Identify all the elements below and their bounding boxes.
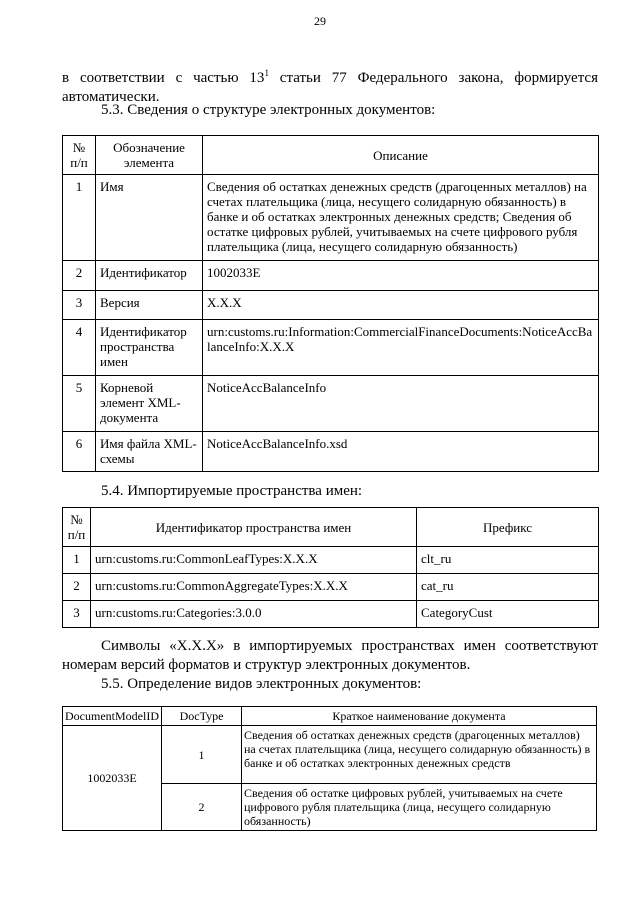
row-description: 1002033E [203, 261, 599, 291]
row-prefix: cat_ru [417, 574, 599, 601]
section-5-4-heading: 5.4. Импортируемые пространства имен: [101, 483, 363, 499]
section-5-5-heading: 5.5. Определение видов электронных документов: [101, 676, 422, 692]
structure-table-header [63, 136, 599, 175]
row-element-name: Имя [96, 175, 203, 261]
namespaces-table-header [63, 508, 599, 547]
row-num: 6 [63, 432, 96, 472]
col-header-short-name: Краткое наименование документа [242, 707, 597, 726]
col-header-prefix: Префикс [417, 508, 599, 547]
row-prefix: CategoryCust [417, 601, 599, 628]
row-description: NoticeAccBalanceInfo.xsd [203, 432, 599, 472]
row-namespace: urn:customs.ru:CommonLeafTypes:X.X.X [91, 547, 417, 574]
row-num: 4 [63, 320, 96, 376]
section-5-3-heading: 5.3. Сведения о структуре электронных документов: [101, 102, 436, 118]
row-num: 2 [63, 261, 96, 291]
table-row [63, 547, 599, 574]
namespaces-table [62, 507, 599, 628]
table-row [63, 291, 599, 320]
col-header-doctype: DocType [162, 707, 242, 726]
row-description: urn:customs.ru:Information:CommercialFinanceDocuments:NoticeAccBalanceInfo:X.X.X [203, 320, 599, 376]
doc-types-table [62, 706, 597, 831]
row-description: Сведения об остатках денежных средств (драгоценных металлов) на счетах плательщика (лица, несущего солидарную обязанность) в банке и об остатках электронных денежных средств; Сведения об остатке цифровых рублей, учитываемых на счете цифрового рубля плательщика (лица, несущего солидарную обязанность) [203, 175, 599, 261]
doc-types-table-header [63, 707, 597, 726]
intro-text-before: в соответствии с частью 13 [62, 70, 265, 86]
table-row [63, 726, 597, 784]
table-row [63, 432, 599, 472]
row-description: X.X.X [203, 291, 599, 320]
row-element-name: Идентификатор [96, 261, 203, 291]
table-row [63, 175, 599, 261]
row-description: NoticeAccBalanceInfo [203, 376, 599, 432]
row-num: 1 [63, 547, 91, 574]
intro-superscript: 1 [264, 68, 269, 78]
row-short-name: Сведения об остатке цифровых рублей, учитываемых на счете цифрового рубля плательщика (лица, несущего солидарную обязанность) [242, 784, 597, 831]
row-namespace: urn:customs.ru:CommonAggregateTypes:X.X.X [91, 574, 417, 601]
col-header-element: Обозначение элемента [96, 136, 203, 175]
structure-table [62, 135, 599, 472]
col-header-num: № п/п [63, 508, 91, 547]
table-row [63, 601, 599, 628]
row-doctype: 2 [162, 784, 242, 831]
row-num: 3 [63, 291, 96, 320]
row-prefix: clt_ru [417, 547, 599, 574]
row-element-name: Версия [96, 291, 203, 320]
row-num: 3 [63, 601, 91, 628]
row-num: 2 [63, 574, 91, 601]
intro-text-after: статьи 77 Федерального закона, формируется автоматически. [62, 70, 598, 105]
table-row [63, 320, 599, 376]
row-short-name: Сведения об остатках денежных средств (драгоценных металлов) на счетах плательщика (лица, несущего солидарную обязанность) в банке и об остатках электронных денежных средств [242, 726, 597, 784]
row-doctype: 1 [162, 726, 242, 784]
page-number: 29 [314, 14, 326, 28]
row-num: 5 [63, 376, 96, 432]
row-element-name: Идентификатор пространства имен [96, 320, 203, 376]
table-row [63, 574, 599, 601]
row-element-name: Корневой элемент XML-документа [96, 376, 203, 432]
table-row [63, 376, 599, 432]
row-namespace: urn:customs.ru:Categories:3.0.0 [91, 601, 417, 628]
row-element-name: Имя файла XML-схемы [96, 432, 203, 472]
table-row [63, 261, 599, 291]
col-header-num: № п/п [63, 136, 96, 175]
model-id-cell: 1002033E [63, 726, 162, 831]
col-header-namespace: Идентификатор пространства имен [91, 508, 417, 547]
symbols-paragraph: Символы «X.X.X» в импортируемых пространствах имен соответствуют номерам версий форматов и структур электронных документов. [62, 638, 598, 673]
col-header-description: Описание [203, 136, 599, 175]
col-header-model-id: DocumentModelID [63, 707, 162, 726]
row-num: 1 [63, 175, 96, 261]
